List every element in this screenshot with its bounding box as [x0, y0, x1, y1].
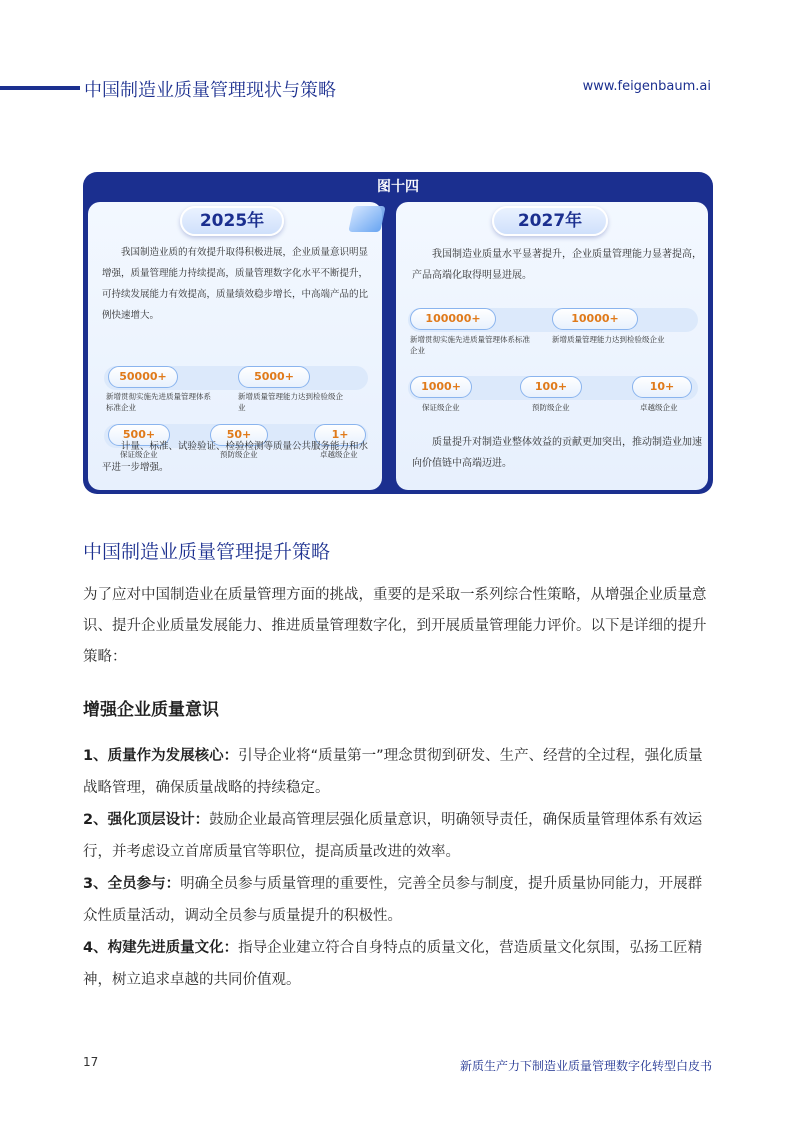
stat-label: 卓越级企业 — [320, 450, 358, 459]
stat-value: 1+ — [314, 424, 366, 446]
decorative-cube-icon — [348, 206, 386, 232]
strategy-list — [83, 740, 715, 996]
stat-label: 新增贯彻实施先进质量管理体系标准企业 — [106, 392, 211, 412]
stat-label: 保证级企业 — [120, 450, 158, 459]
stat-value: 10000+ — [552, 308, 638, 330]
header-accent-bar — [0, 86, 80, 90]
stat-value: 10+ — [632, 376, 692, 398]
stat-label: 新增质量管理能力达到检验级企业 — [238, 392, 343, 412]
panel-2027-closing: 质量提升对制造业整体效益的贡献更加突出，推动制造业加速向价值链中高端迈进。 — [412, 437, 702, 469]
stat-value: 100000+ — [410, 308, 496, 330]
stat-value: 50000+ — [108, 366, 178, 388]
stat-value: 1000+ — [410, 376, 472, 398]
list-item-text: 鼓励企业最高管理层强化质量意识，明确领导责任，确保质量管理体系有效运行，并考虑设立首席质量官等职位，提高质量改进的效率。 — [83, 812, 703, 860]
stat-label: 新增贯彻实施先进质量管理体系标准企业 — [410, 335, 530, 355]
stat-label: 预防级企业 — [532, 403, 570, 412]
list-item — [83, 868, 715, 932]
stat-label: 预防级企业 — [220, 450, 258, 459]
footer-doc-title: 新质生产力下制造业质量管理数字化转型白皮书 — [459, 1059, 712, 1073]
list-item — [83, 932, 715, 996]
stat-value: 50+ — [210, 424, 268, 446]
list-item-lead: 1、质量作为发展核心： — [83, 748, 239, 764]
panel-2025-closing: 计量、标准、试验验证、检验检测等质量公共服务能力和水平进一步增强。 — [102, 441, 369, 473]
year-tab-2025: 2025年 — [180, 206, 284, 236]
stat-value: 5000+ — [238, 366, 310, 388]
figure-14 — [83, 172, 713, 494]
panel-2027 — [396, 202, 708, 490]
list-item-lead: 4、构建先进质量文化： — [83, 940, 239, 956]
stat-label: 新增质量管理能力达到检验级企业 — [552, 335, 665, 344]
list-item-text: 引导企业将“质量第一”理念贯彻到研发、生产、经营的全过程，强化质量战略管理，确保质量战略的持续稳定。 — [83, 748, 703, 796]
stat-value: 100+ — [520, 376, 582, 398]
list-item — [83, 804, 715, 868]
list-item-text: 指导企业建立符合自身特点的质量文化，营造质量文化氛围，弘扬工匠精神，树立追求卓越的共同价值观。 — [83, 940, 703, 988]
list-item-lead: 3、全员参与： — [83, 876, 181, 892]
list-item-text: 明确全员参与质量管理的重要性，完善全员参与制度，提升质量协同能力，开展群众性质量活动，调动全员参与质量提升的积极性。 — [83, 876, 703, 924]
section-heading: 中国制造业质量管理提升策略 — [83, 541, 331, 563]
header-url[interactable]: www.feigenbaum.ai — [582, 79, 711, 94]
panel-2025-intro: 我国制造业质的有效提升取得积极进展，企业质量意识明显增强，质量管理能力持续提高，质量管理数字化水平不断提升，可持续发展能力有效提高，质量绩效稳步增长，中高端产品的比例快速增大。 — [102, 247, 369, 321]
year-tab-2027: 2027年 — [492, 206, 608, 236]
subsection-heading: 增强企业质量意识 — [83, 700, 219, 720]
section-intro: 为了应对中国制造业在质量管理方面的挑战，重要的是采取一系列综合性策略，从增强企业质量意识、提升企业质量发展能力、推进质量管理数字化，到开展质量管理能力评价。以下是详细的提升策略： — [83, 587, 707, 665]
panel-2027-intro: 我国制造业质量水平显著提升，企业质量管理能力显著提高，产品高端化取得明显进展。 — [412, 249, 702, 281]
stat-value: 500+ — [108, 424, 170, 446]
page-number: 17 — [83, 1055, 99, 1069]
list-item — [83, 740, 715, 804]
panel-divider — [384, 202, 394, 490]
stat-label: 保证级企业 — [422, 403, 460, 412]
running-header-title: 中国制造业质量管理现状与策略 — [84, 80, 336, 101]
figure-title: 图十四 — [377, 179, 419, 195]
list-item-lead: 2、强化顶层设计： — [83, 812, 210, 828]
stat-label: 卓越级企业 — [640, 403, 678, 412]
